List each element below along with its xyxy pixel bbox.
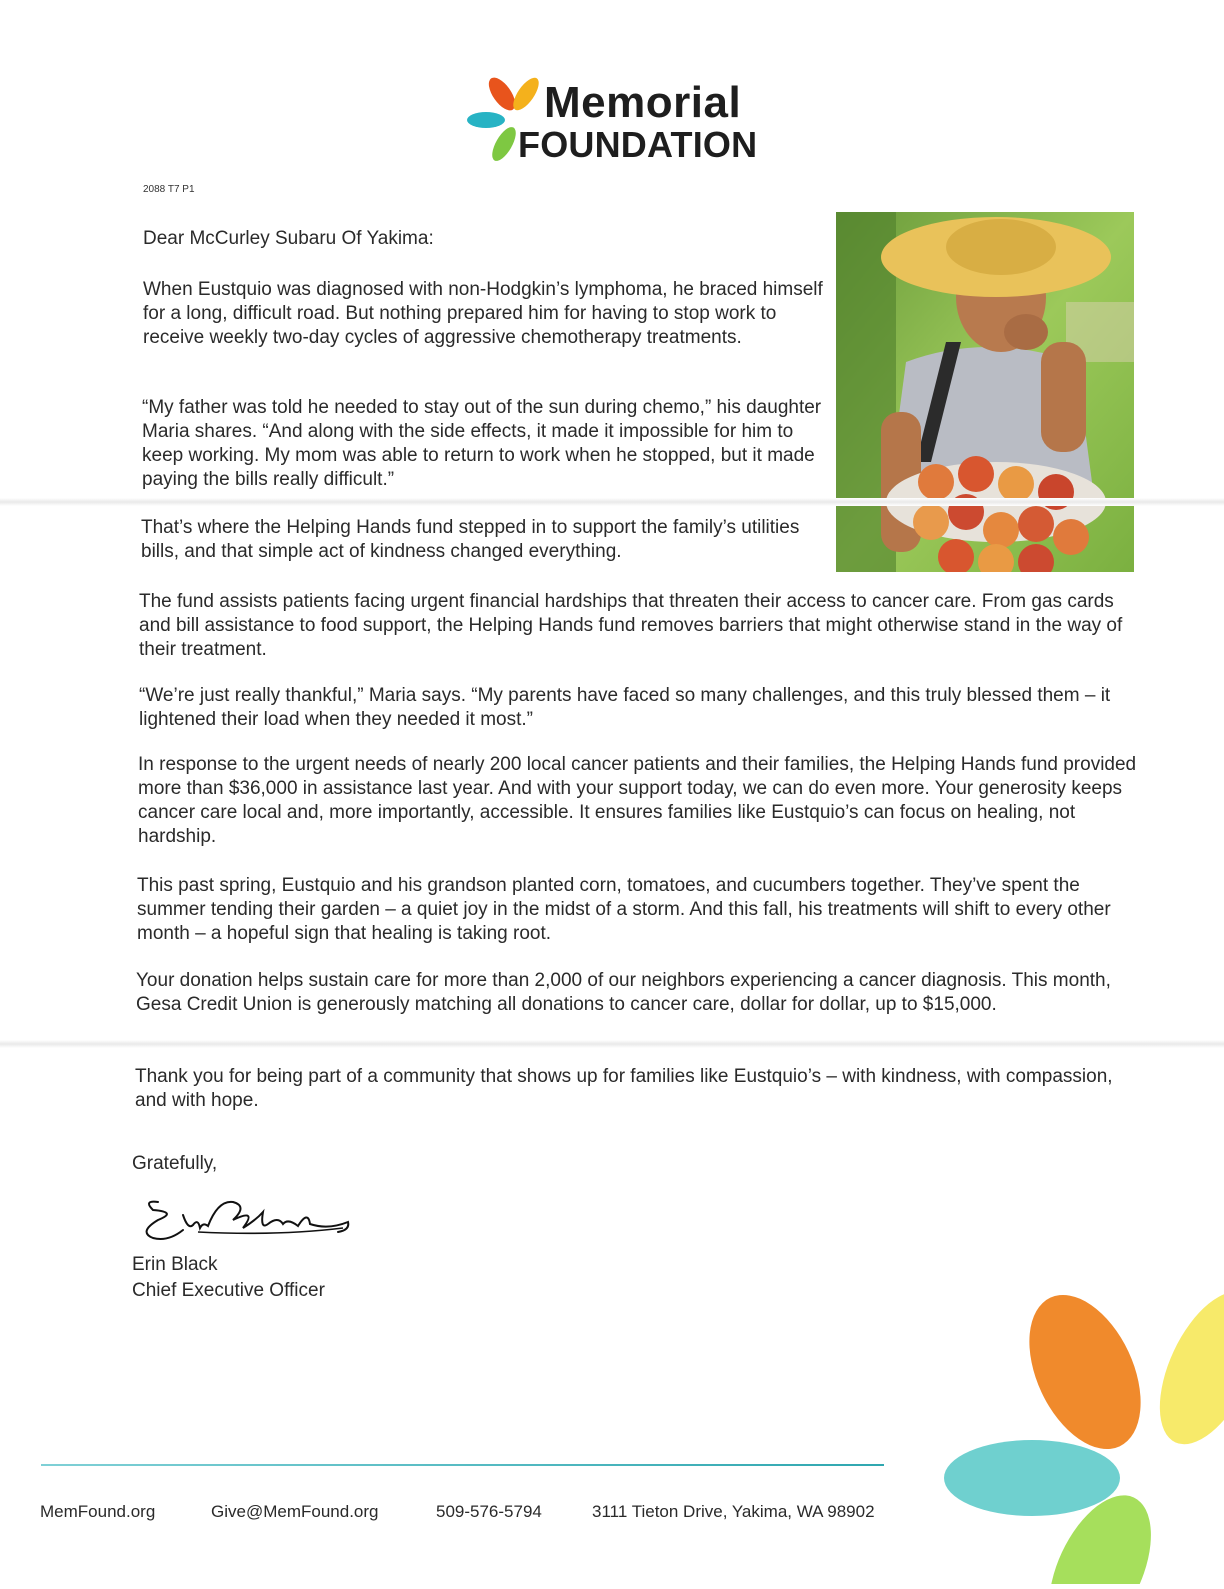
paragraph: This past spring, Eustquio and his grandson planted corn, tomatoes, and cucumbers together. They’ve spent the summer tending their garden – a quiet joy in the midst of a storm. And this fall, his treatments will shift to every other month – a hopeful sign that healing is taking root. bbox=[137, 875, 1111, 944]
farmer-photo bbox=[836, 212, 1134, 572]
paragraph: Thank you for being part of a community that shows up for families like Eustquio’s – with kindness, with compassion, and with hope. bbox=[135, 1066, 1113, 1111]
footer-address: 3111 Tieton Drive, Yakima, WA 98902 bbox=[592, 1502, 875, 1521]
logo-petal-green bbox=[488, 124, 521, 165]
closing: Gratefully, bbox=[132, 1153, 218, 1174]
deco-petal-yellow bbox=[1139, 1277, 1224, 1459]
logo-text-foundation: FOUNDATION bbox=[518, 124, 758, 165]
deco-petal-teal bbox=[944, 1440, 1120, 1516]
paragraph: The fund assists patients facing urgent financial hardships that threaten their access to cancer care. From gas cards and bill assistance to food support, the Helping Hands fund removes barriers that might otherwise stand in the way of their treatment. bbox=[139, 591, 1123, 660]
paper-fold-line bbox=[0, 498, 1224, 506]
footer-divider bbox=[41, 1464, 884, 1466]
decorative-petals bbox=[920, 1260, 1224, 1584]
paragraph: When Eustquio was diagnosed with non-Hodgkin’s lymphoma, he braced himself for a long, difficult road. But nothing prepared him for having to stop work to receive weekly two-day cycles of aggressive chemotherapy treatments. bbox=[143, 279, 823, 348]
paragraph: “My father was told he needed to stay out of the sun during chemo,” his daughter Maria shares. “And along with the side effects, it made it impossible for him to keep working. My mom was able to return to work when he stopped, but it made paying the bills really difficult.” bbox=[142, 397, 822, 490]
footer-phone: 509-576-5794 bbox=[436, 1502, 542, 1521]
footer-website-link[interactable]: MemFound.org bbox=[40, 1502, 156, 1521]
signer-title: Chief Executive Officer bbox=[132, 1280, 325, 1301]
paper-fold-line bbox=[0, 1040, 1224, 1048]
signer-name: Erin Black bbox=[132, 1254, 218, 1275]
memorial-foundation-logo bbox=[466, 74, 766, 166]
paragraph: That’s where the Helping Hands fund stepped in to support the family’s utilities bills, and that simple act of kindness changed everything. bbox=[141, 517, 800, 562]
paragraph: Your donation helps sustain care for more than 2,000 of our neighbors experiencing a cancer diagnosis. This month, Gesa Credit Union is generously matching all donations to cancer care, dollar for dollar, up to $15,000. bbox=[136, 970, 1111, 1015]
deco-petal-orange bbox=[1007, 1277, 1163, 1466]
signature bbox=[138, 1190, 358, 1250]
logo-text-memorial: Memorial bbox=[544, 78, 742, 127]
salutation: Dear McCurley Subaru Of Yakima: bbox=[143, 228, 434, 249]
paragraph: “We’re just really thankful,” Maria says. “My parents have faced so many challenges, and this truly blessed them – it lightened their load when they needed it most.” bbox=[139, 685, 1111, 730]
footer-email-link[interactable]: Give@MemFound.org bbox=[211, 1502, 379, 1521]
logo-petal-teal bbox=[467, 112, 505, 128]
letter-code: 2088 T7 P1 bbox=[143, 184, 195, 195]
paragraph: In response to the urgent needs of nearly 200 local cancer patients and their families, the Helping Hands fund provided more than $36,000 in assistance last year. And with your support today, we can do even more. Your generosity keeps cancer care local and, more importantly, accessible. It ensures families like Eustquio’s can focus on healing, not hardship. bbox=[138, 754, 1137, 847]
